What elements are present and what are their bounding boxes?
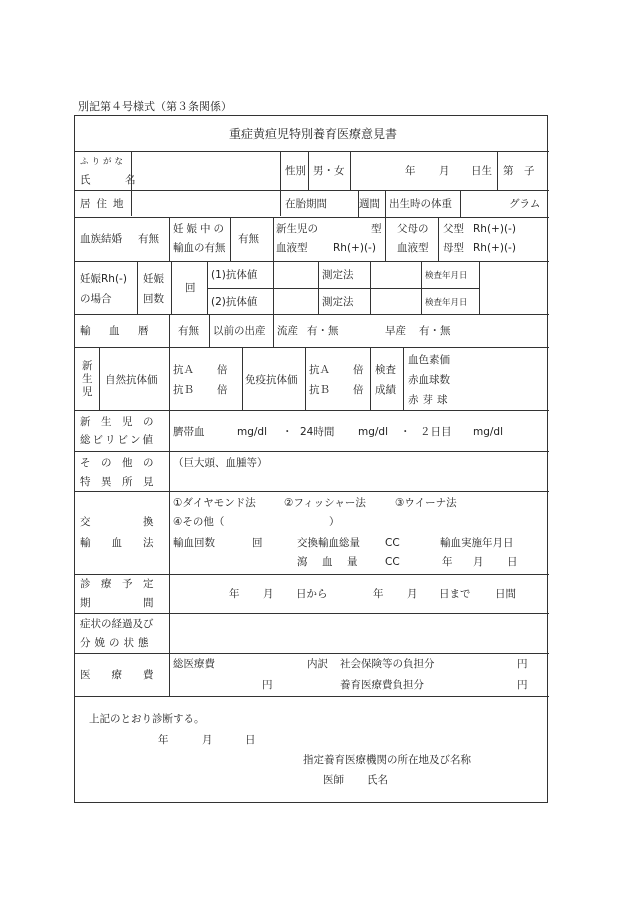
pregnancy-transfusion-label: 輸血の有無 xyxy=(173,242,226,254)
premature-value: 有・無 xyxy=(419,325,451,337)
date-year-label: 年 xyxy=(442,556,453,568)
doctor-name-label: 氏名 xyxy=(367,774,388,786)
father-rh-label: Rh(+)(-) xyxy=(473,223,516,235)
col-divider xyxy=(318,261,319,314)
col-divider xyxy=(308,151,309,190)
days-label: 日間 xyxy=(495,588,516,600)
col-divider xyxy=(385,190,386,217)
transfusion-history-value: 有無 xyxy=(178,325,199,337)
natural-antibody-label: 自然抗体価 xyxy=(105,374,158,386)
row-divider xyxy=(75,261,549,262)
birth-order-label: 第 子 xyxy=(503,165,535,177)
test-date-2-label: 検査年月日 xyxy=(425,298,468,308)
row-divider xyxy=(75,613,549,614)
rh-negative-label: 妊娠Rh(-) xyxy=(80,273,127,285)
newborn-bloodtype-label: 新生児の xyxy=(276,223,318,235)
weeks-label: 週間 xyxy=(359,198,380,210)
24h-label: 24時間 xyxy=(300,426,335,438)
rh-negative-label: の場合 xyxy=(80,293,112,305)
abortion-value: 有・無 xyxy=(307,325,339,337)
gestation-label: 在胎期間 xyxy=(285,198,327,210)
furigana-label: ふりがな xyxy=(80,157,127,167)
times-unit: 倍 xyxy=(353,384,364,396)
other-findings-label: 特 異 所 見 xyxy=(80,476,154,488)
cc-unit: CC xyxy=(385,556,400,568)
immune-antibody-label: 免疫抗体価 xyxy=(245,374,298,386)
gram-label: グラム xyxy=(509,198,541,210)
col-divider xyxy=(273,261,274,314)
pregnancy-count-label: 回数 xyxy=(143,293,164,305)
institution-label: 指定養育医療機関の所在地及び名称 xyxy=(303,754,471,766)
pregnancy-count-label: 妊娠 xyxy=(143,273,164,285)
row-divider xyxy=(75,347,549,348)
until-year-label: 年 xyxy=(373,588,384,600)
other-findings-note: （巨大頭、血腫等） xyxy=(173,457,268,469)
antibody-1-label: (1)抗体値 xyxy=(211,269,258,281)
col-divider xyxy=(273,314,274,347)
cc-unit: CC xyxy=(385,537,400,549)
row-divider xyxy=(75,151,549,152)
birth-weight-label: 出生時の体重 xyxy=(389,198,452,210)
row-divider xyxy=(75,314,549,315)
transfusion-history-label: 輸 血 暦 xyxy=(80,325,153,337)
from-year-label: 年 xyxy=(229,588,240,600)
doctor-label: 医師 xyxy=(323,774,344,786)
yen-unit: 円 xyxy=(517,679,528,691)
bilirubin-label: 新 生 児 の xyxy=(80,416,154,428)
day2-label: ２日目 xyxy=(420,426,452,438)
col-divider xyxy=(169,314,170,347)
col-divider xyxy=(460,190,461,217)
consanguinity-value: 有無 xyxy=(138,233,159,245)
birth-year-label: 年 xyxy=(405,165,416,177)
method-diamond: ①ダイヤモンド法 xyxy=(173,497,256,509)
birthday-label: 日生 xyxy=(471,165,492,177)
father-type-label: 父型 xyxy=(443,223,464,235)
col-divider xyxy=(370,261,371,314)
transfusion-count-label: 輸血回数 xyxy=(173,537,215,549)
address-label: 居住地 xyxy=(80,198,130,210)
premature-label: 早産 xyxy=(385,325,406,337)
row-divider xyxy=(75,190,549,191)
birth-month-label: 月 xyxy=(439,165,450,177)
care-cost-label: 養育医療費負担分 xyxy=(340,679,424,691)
sign-day-label: 日 xyxy=(245,734,256,746)
newborn-label: 新生児 xyxy=(82,360,93,398)
cell-divider xyxy=(207,288,479,289)
row-divider xyxy=(75,696,549,697)
method-other: ④その他（ xyxy=(173,516,225,528)
col-divider xyxy=(438,217,439,261)
anti-b-label: 抗Ｂ xyxy=(173,384,194,396)
newborn-rh-label: Rh(+)(-) xyxy=(333,242,376,254)
parents-bloodtype-label: 父母の xyxy=(397,223,429,235)
bloodletting-label: 瀉 血 量 xyxy=(297,556,360,568)
row-divider xyxy=(75,410,549,411)
treatment-period-label: 診 療 予 定 xyxy=(80,578,154,590)
col-divider xyxy=(305,347,306,410)
method-2-label: 測定法 xyxy=(322,296,354,308)
mother-rh-label: Rh(+)(-) xyxy=(473,242,516,254)
col-divider xyxy=(242,347,243,410)
medical-cost-label: 医 療 費 xyxy=(80,669,154,681)
row-divider xyxy=(75,653,549,654)
pregnancy-transfusion-value: 有無 xyxy=(238,233,259,245)
sex-value: 男・女 xyxy=(313,165,345,177)
unit-label: mg/dl xyxy=(358,426,389,438)
times-unit: 倍 xyxy=(217,364,228,376)
row-divider xyxy=(75,491,549,492)
method-wiener: ③ウイーナ法 xyxy=(395,497,457,509)
unit-label: mg/dl xyxy=(473,426,504,438)
newborn-bloodtype-label: 血液型 xyxy=(276,242,308,254)
col-divider xyxy=(169,347,170,696)
row-divider xyxy=(75,451,549,452)
col-divider xyxy=(209,314,210,347)
other-findings-label: そ の 他 の xyxy=(80,457,154,469)
rbc-count-label: 赤血球数 xyxy=(408,374,450,386)
yen-unit: 円 xyxy=(262,679,273,691)
until-month-label: 月 xyxy=(407,588,418,600)
pregnancy-transfusion-label: 妊娠中の xyxy=(173,223,227,235)
test-date-1-label: 検査年月日 xyxy=(425,271,468,281)
newborn-type-label: 型 xyxy=(371,223,382,235)
anti-a-label: 抗Ａ xyxy=(309,364,330,376)
social-insurance-label: 社会保険等の負担分 xyxy=(340,658,435,670)
form-title: 重症黄疸児特別養育医療意見書 xyxy=(229,127,398,141)
col-divider xyxy=(171,261,172,314)
sex-label: 性別 xyxy=(285,165,306,177)
col-divider xyxy=(350,151,351,190)
col-divider xyxy=(230,217,231,261)
method-fisher: ②フィッシャー法 xyxy=(284,497,366,509)
col-divider xyxy=(385,217,386,261)
times-unit: 回 xyxy=(252,537,263,549)
antibody-2-label: (2)抗体値 xyxy=(211,296,258,308)
times-unit: 倍 xyxy=(353,364,364,376)
erythroblast-label: 赤芽球 xyxy=(408,394,452,406)
col-divider xyxy=(370,347,371,410)
method-1-label: 測定法 xyxy=(322,269,354,281)
col-divider xyxy=(280,151,281,216)
col-divider xyxy=(403,347,404,410)
course-label: 症状の経過及び xyxy=(80,618,154,630)
mother-type-label: 母型 xyxy=(443,242,464,254)
exchange-transfusion-label: 交 換 xyxy=(80,516,154,528)
col-divider xyxy=(273,217,274,261)
opinion-form xyxy=(74,115,548,803)
anti-a-label: 抗Ａ xyxy=(173,364,194,376)
total-cost-label: 総医療費 xyxy=(173,658,215,670)
times-unit: 倍 xyxy=(217,384,228,396)
total-volume-label: 交換輸血総量 xyxy=(297,537,360,549)
course-label: 分娩の状態 xyxy=(80,637,153,649)
col-divider xyxy=(479,261,480,314)
abortion-label: 流産 xyxy=(277,325,298,337)
sign-year-label: 年 xyxy=(158,734,169,746)
previous-births-label: 以前の出産 xyxy=(213,325,266,337)
exam-results-label: 成績 xyxy=(375,384,396,396)
col-divider xyxy=(137,261,138,314)
date-month-label: 月 xyxy=(473,556,484,568)
col-divider xyxy=(497,151,498,190)
col-divider xyxy=(207,261,208,314)
date-day-label: 日 xyxy=(507,556,518,568)
unit-label: mg/dl xyxy=(237,426,268,438)
anti-b-label: 抗Ｂ xyxy=(309,384,330,396)
row-divider xyxy=(75,217,549,218)
hemoglobin-label: 血色素価 xyxy=(408,354,450,366)
col-divider xyxy=(169,217,170,261)
method-other-close: ） xyxy=(329,516,340,528)
separator-dot: ・ xyxy=(400,426,411,438)
row-divider xyxy=(75,574,549,575)
bilirubin-label: 総ビリビン値 xyxy=(80,434,155,446)
col-divider xyxy=(421,261,422,314)
sign-month-label: 月 xyxy=(202,734,213,746)
separator-dot: ・ xyxy=(282,426,293,438)
name-label: 氏 名 xyxy=(80,174,148,186)
until-day-label: 日まで xyxy=(439,588,471,600)
times-label: 回 xyxy=(185,282,196,294)
diagnosis-statement: 上記のとおり診断する。 xyxy=(89,713,205,725)
parents-bloodtype-label: 血液型 xyxy=(397,242,429,254)
yen-unit: 円 xyxy=(517,658,528,670)
from-month-label: 月 xyxy=(263,588,274,600)
transfusion-date-label: 輸血実施年月日 xyxy=(440,537,514,549)
from-day-label: 日から xyxy=(296,588,328,600)
breakdown-label: 内訳 xyxy=(307,658,328,670)
col-divider xyxy=(99,347,100,410)
exam-results-label: 検査 xyxy=(375,364,396,376)
consanguinity-label: 血族結婚 xyxy=(80,233,122,245)
exchange-transfusion-label: 輸 血 法 xyxy=(80,537,154,549)
form-heading: 別記第４号様式（第３条関係） xyxy=(78,100,232,113)
cord-blood-label: 臍帯血 xyxy=(173,426,205,438)
treatment-period-label: 期 間 xyxy=(80,597,154,609)
